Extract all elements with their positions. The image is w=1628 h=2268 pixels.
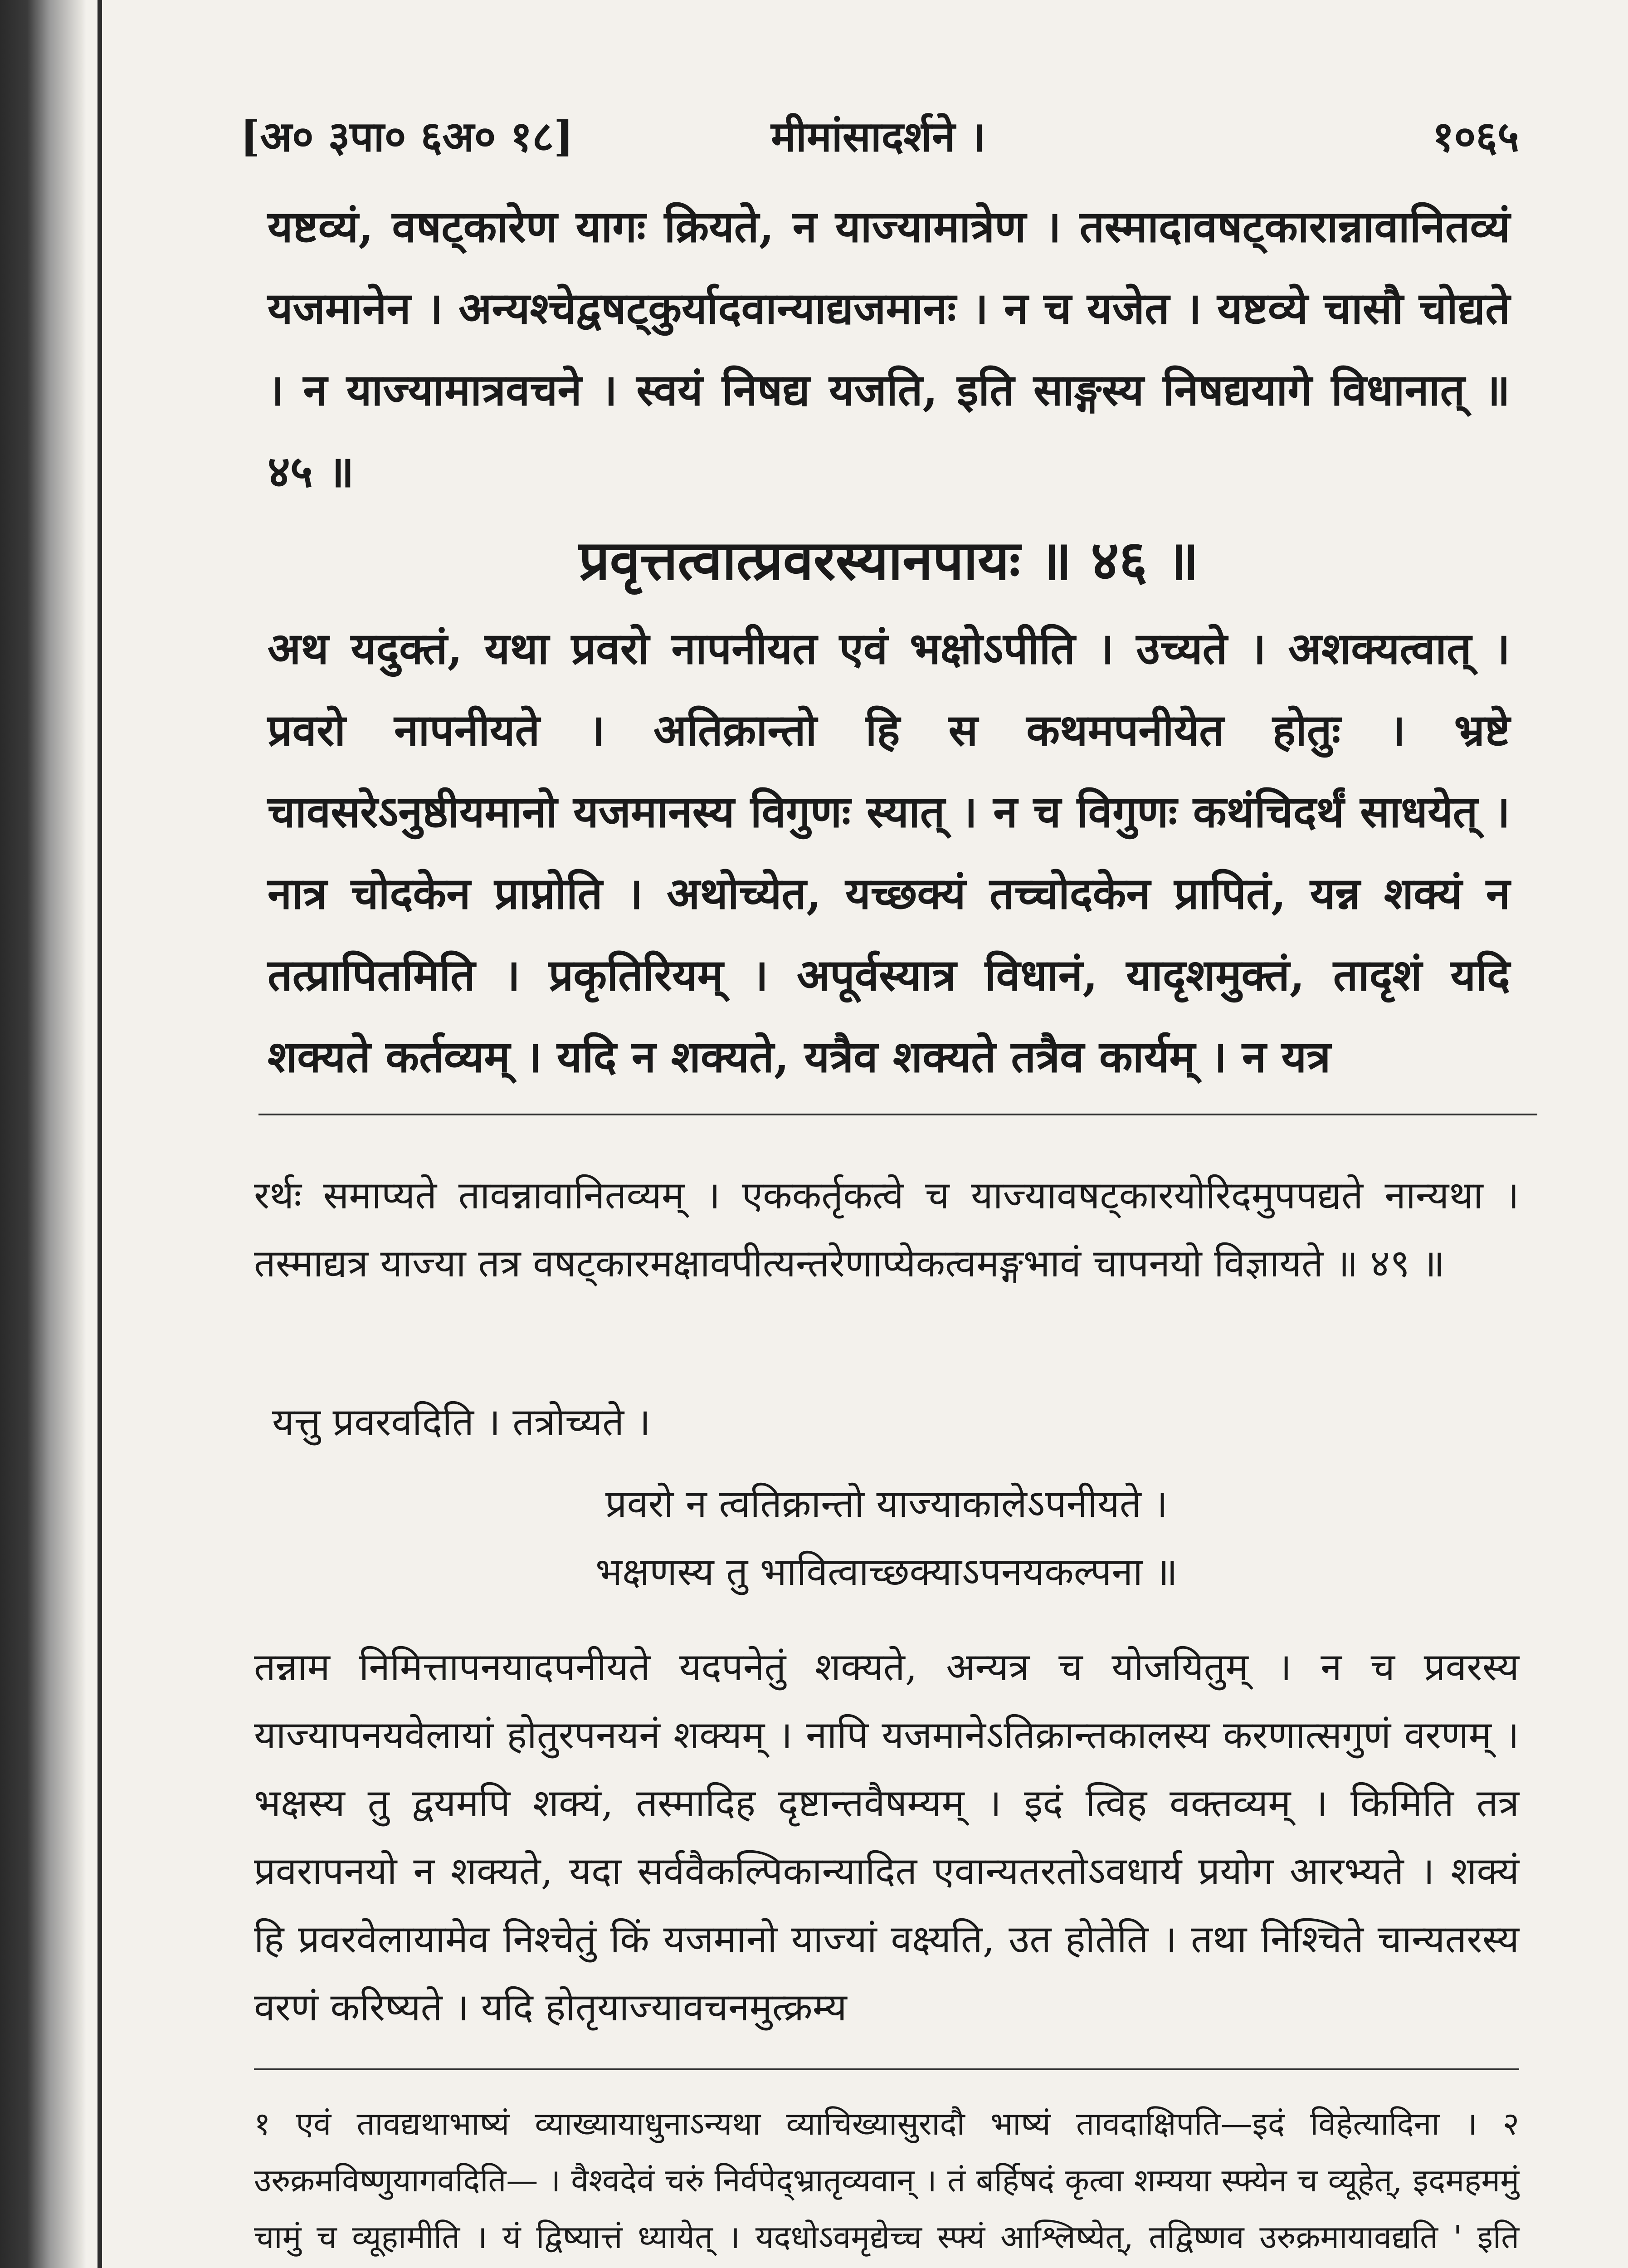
book-spine (0, 0, 86, 2268)
main-text-para-2: अथ यदुक्तं, यथा प्रवरो नापनीयत एवं भक्षोऽपीति । उच्यते । अशक्यत्वात् । प्रवरो नापनीयते । अतिक्रान्तो हि स कथमपनीयेत होतुः । भ्रष्टे चावसरेऽनुष्ठीयमानो यजमानस्य विगुणः स्यात् । न च विगुणः कथंचिदर्थं साधयेत् । नात्र चोदकेन प्राप्नोति । अथोच्येत, यच्छक्यं तच्चोदकेन प्रापितं, यन्न शक्यं न तत्प्रापितमिति । प्रकृतिरियम् । अपूर्वस्यात्र विधानं, यादृशमुक्तं, तादृशं यदि शक्यते कर्तव्यम् । यदि न शक्यते, यत्रैव शक्यते तत्रैव कार्यम् । न यत्र (268, 623, 1510, 1082)
commentary-para-3: तन्नाम निमित्तापनयादपनीयते यदपनेतुं शक्यते, अन्यत्र च योजयितुम् । न च प्रवरस्य याज्यापनयवेलायां होतुरपनयनं शक्यम् । नापि यजमानेऽतिक्रान्तकालस्य करणात्सगुणं वरणम् । भक्षस्य तु द्वयमपि शक्यं, तस्मादिह दृष्टान्तवैषम्यम् । इदं त्विह वक्तव्यम् । किमिति तत्र प्रवरापनयो न शक्यते, यदा सर्ववैकल्पिकान्यादित एवान्यतरतोऽवधार्य प्रयोग आरभ्यते । शक्यं हि प्रवरवेलायामेव निश्चेतुं किं यजमानो याज्यां वक्ष्यति, उत होतेति । तथा निश्चिते चान्यतरस्य वरणं करिष्यते । यदि होतृयाज्यावचनमुत्क्रम्य (254, 1645, 1519, 2029)
main-text-para-1: यष्टव्यं, वषट्कारेण यागः क्रियते, न याज्यामात्रेण । तस्मादावषट्कारान्नावानितव्यं यजमानेन । अन्यश्चेद्वषट्कुर्यादवान्याद्यजमानः । न च यजेत । यष्टव्ये चासौ चोद्यते । न याज्यामात्रवचने । स्वयं निषद्य यजति, इति साङ्गस्य निषद्ययागे विधानात् ॥ ४५ ॥ (268, 201, 1510, 497)
section-divider (258, 1114, 1537, 1115)
commentary-para-2: यत्तु प्रवरवदिति । तत्रोच्यते । (272, 1400, 651, 1444)
footnotes: १ एवं तावद्यथाभाष्यं व्याख्यायाधुनाऽन्यथा व्याचिख्यासुरादौ भाष्यं तावदाक्षिपति—इदं विहेत्यादिना । २ उरुक्रमविष्णुयागवदिति— । वैश्वदेवं चरुं निर्वपेद्भ्रातृव्यवान् । तं बर्हिषदं कृत्वा शम्यया स्फ्येन च व्यूहेत्, इदमहममुं चामुं च व्यूहामीति । यं द्विष्यात्तं ध्यायेत् । यदधोऽवमृद्येच्च स्फ्यं आश्लिष्येत्, तद्विष्णव उरुक्रमायावद्यति ' इति (254, 2105, 1519, 2256)
verse-line-1: प्रवरो न त्वतिक्रान्तो याज्याकालेऽपनीयते । (605, 1481, 1168, 1526)
verse-line-2: भक्षणस्य तु भावित्वाच्छक्याऽपनयकल्पना ॥ (595, 1549, 1178, 1594)
chapter-reference: [अ० ३पा० ६अ० १८] (240, 112, 574, 161)
sutra-heading: प्रवृत्तत्वात्प्रवरस्यानपायः ॥ ४६ ॥ (579, 528, 1199, 592)
page-number: १०६५ (1432, 112, 1519, 161)
footnote-divider (254, 2068, 1519, 2070)
commentary-para-1: रर्थः समाप्यते तावन्नावानितव्यम् । एककर्तृकत्वे च याज्यावषट्कारयोरिदमुपपद्यते नान्यथा । तस्माद्यत्र याज्या तत्र वषट्कारमक्षावपीत्यन्तरेणाप्येकत्वमङ्गभावं चापनयो विज्ञायते ॥ ४९ ॥ (254, 1173, 1519, 1286)
running-title: मीमांसादर्शने । (771, 112, 986, 161)
page-header (240, 98, 1519, 161)
binding-line (97, 0, 102, 2268)
